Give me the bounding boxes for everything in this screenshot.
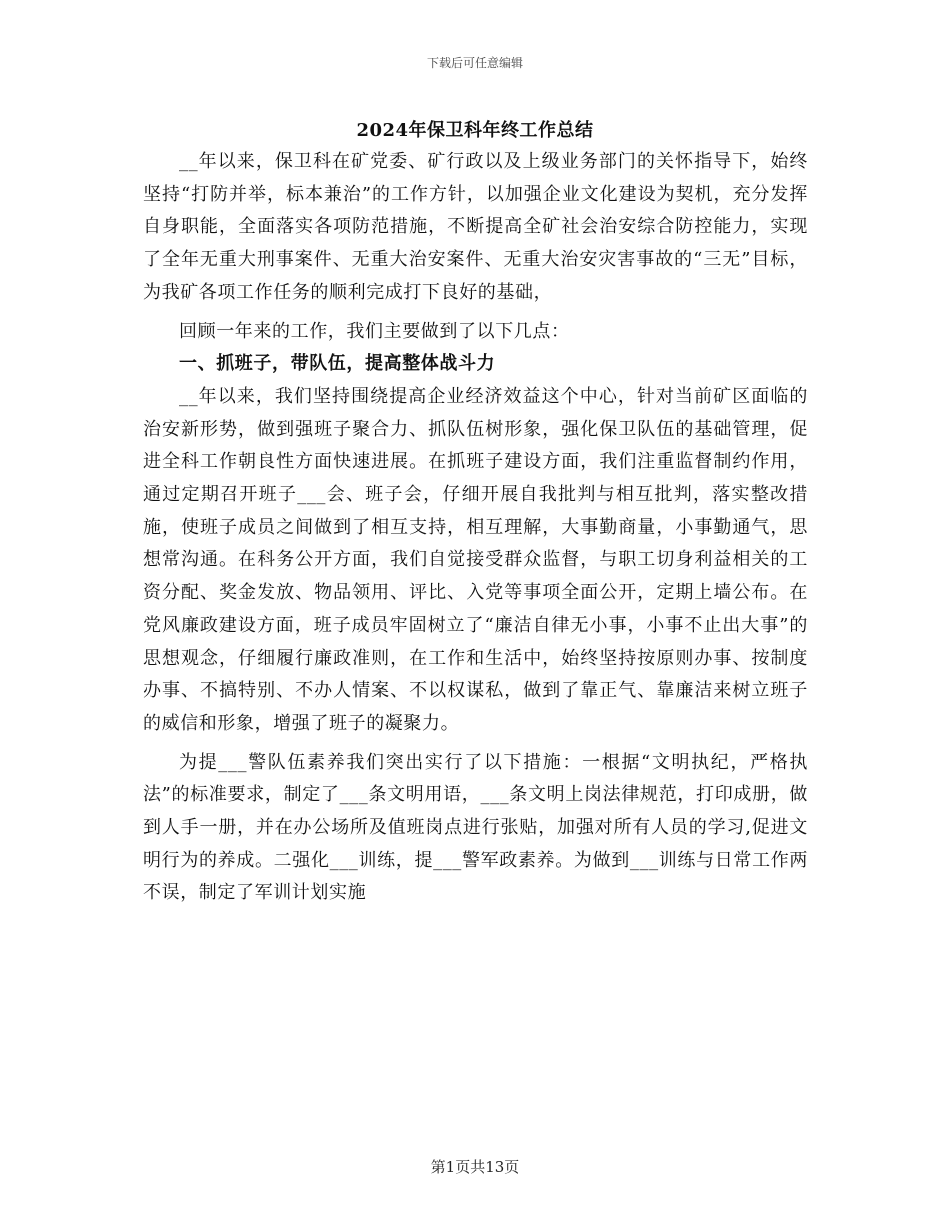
page-header-note: 下载后可任意编辑 [426, 56, 523, 70]
paragraph-review: 回顾一年来的工作，我们主要做到了以下几点： [179, 320, 570, 342]
section-heading-1: 一、抓班子，带队伍，提高整体战斗力 [179, 353, 496, 375]
paragraph-intro: __年以来，保卫科在矿党委、矿行政以及上级业务部门的关怀指导下，始终坚持“打防并举，标本兼治”的工作方针，以加强企业文化建设为契机，充分发挥自身职能，全面落实各项防范措施，不断提高全矿社会治安综合防控能力，实现了全年无重大刑事案件、无重大治安案件、无重大治安灾害事故的“三无”目标，为我矿各项工作任务的顺利完成打下良好的基础， [143, 151, 808, 303]
page-number: 第1页共13页 [430, 1158, 520, 1176]
document-title: 2024年保卫科年终工作总结 [356, 120, 594, 141]
paragraph-team-building: __年以来，我们坚持围绕提高企业经济效益这个中心，针对当前矿区面临的治安新形势，做到强班子聚合力、抓队伍树形象，强化保卫队伍的基础管理，促进全科工作朝良性方面快速进展。在抓班子建设方面，我们注重监督制约作用，通过定期召开班子___会、班子会，仔细开展自我批判与相互批判，落实整改措施，使班子成员之间做到了相互支持，相互理解，大事勤商量，小事勤通气，思想常沟通。在科务公开方面，我们自觉接受群众监督，与职工切身利益相关的工资分配、奖金发放、物品领用、评比、入党等事项全面公开，定期上墙公布。在党风廉政建设方面，班子成员牢固树立了“廉洁自律无小事，小事不止出大事”的思想观念，仔细履行廉政准则，在工作和生活中，始终坚持按原则办事、按制度办事、不搞特别、不办人情案、不以权谋私，做到了靠正气、靠廉洁来树立班子的威信和形象，增强了班子的凝聚力。 [143, 385, 808, 734]
paragraph-quality-measures: 为提___警队伍素养我们突出实行了以下措施：一根据“文明执纪，严格执法”的标准要求，制定了___条文明用语，___条文明上岗法律规范，打印成册，做到人手一册，并在办公场所及值班岗点进行张贴，加强对所有人员的学习,促进文明行为的养成。二强化___训练，提___警军政素养。为做到___训练与日常工作两不误，制定了军训计划实施 [143, 751, 808, 904]
document-body [143, 146, 808, 910]
